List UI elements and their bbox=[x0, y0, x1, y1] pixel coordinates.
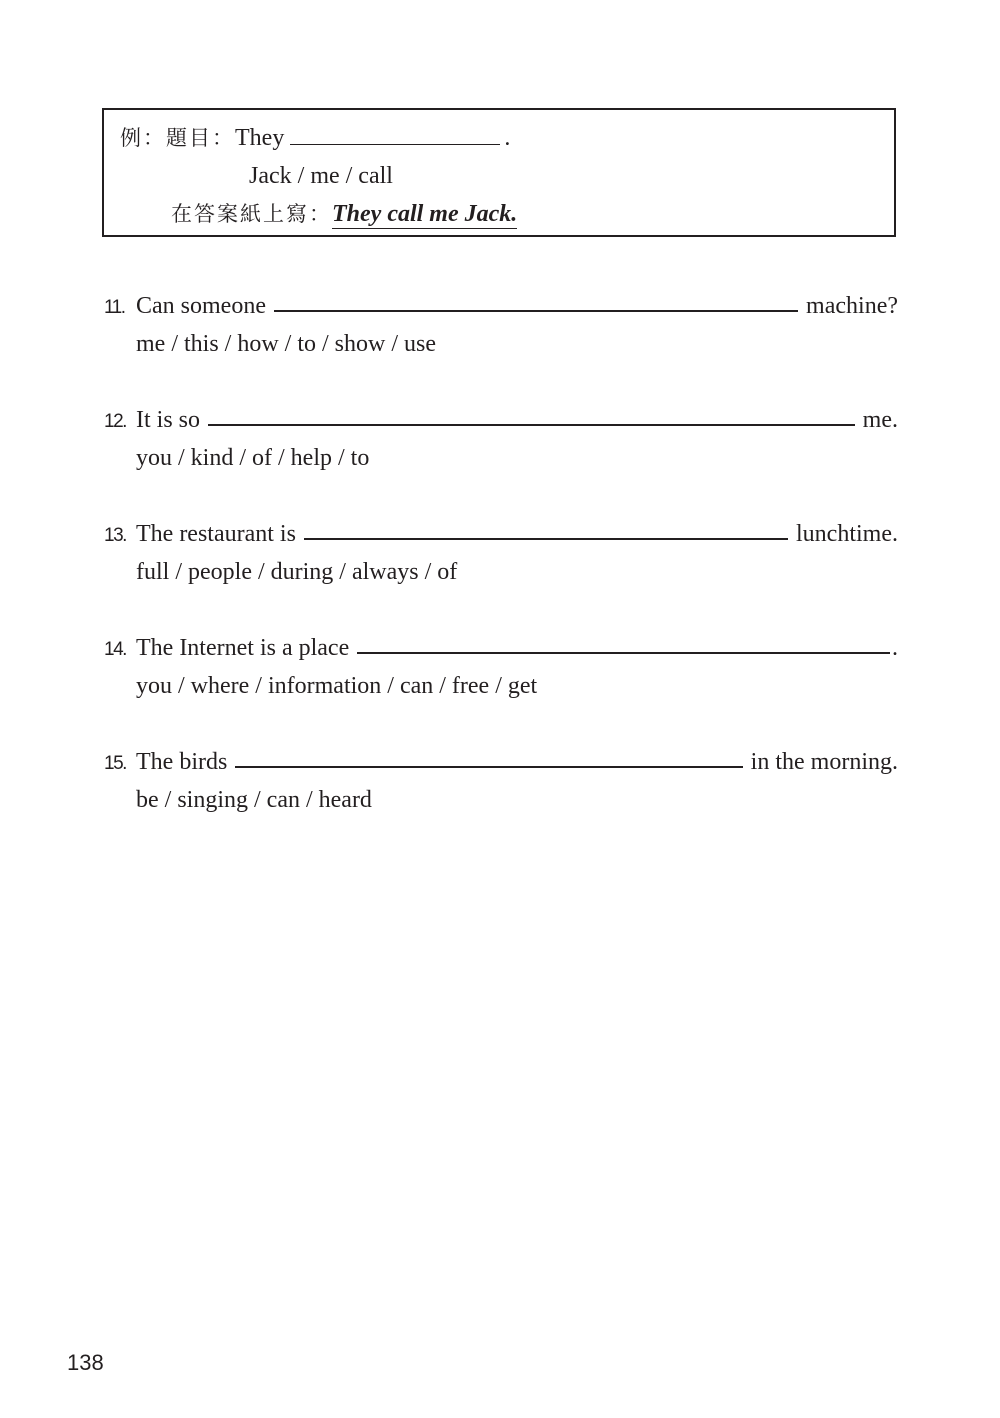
question-text-after: . bbox=[892, 635, 898, 661]
page-number: 138 bbox=[67, 1350, 104, 1375]
question-text-before: It is so bbox=[136, 407, 201, 433]
answer-blank[interactable] bbox=[274, 290, 798, 312]
question-word-bank: you / where / information / can / free / get bbox=[136, 673, 538, 699]
example-prompt-end: . bbox=[504, 125, 511, 151]
question-text-after: in the morning. bbox=[750, 749, 898, 775]
question-sentence bbox=[104, 746, 898, 778]
question-word-bank: be / singing / can / heard bbox=[136, 787, 372, 813]
question-11 bbox=[104, 290, 898, 370]
question-14 bbox=[104, 632, 898, 712]
question-15 bbox=[104, 746, 898, 826]
question-sentence bbox=[104, 632, 898, 664]
question-12 bbox=[104, 404, 898, 484]
answer-blank[interactable] bbox=[208, 404, 855, 426]
example-answer-line bbox=[171, 200, 517, 228]
question-number: 11. bbox=[104, 297, 125, 318]
question-number: 14. bbox=[104, 639, 126, 660]
question-word-bank: full / people / during / always / of bbox=[136, 559, 458, 585]
question-text-before: The birds bbox=[136, 749, 228, 775]
example-prompt-label: 例：題目： bbox=[120, 126, 235, 150]
question-text-before: The restaurant is bbox=[136, 521, 296, 547]
example-prompt-line bbox=[120, 124, 510, 152]
question-13 bbox=[104, 518, 898, 598]
example-prompt-start: They bbox=[235, 125, 285, 151]
question-number: 15. bbox=[104, 753, 126, 774]
answer-blank[interactable] bbox=[235, 746, 742, 768]
question-number: 13. bbox=[104, 525, 126, 546]
answer-blank[interactable] bbox=[357, 632, 890, 654]
question-text-after: machine? bbox=[806, 293, 898, 319]
example-blank bbox=[290, 124, 500, 145]
question-sentence bbox=[104, 518, 898, 550]
question-text-before: The Internet is a place bbox=[136, 635, 350, 661]
question-word-bank: me / this / how / to / show / use bbox=[136, 331, 436, 357]
answer-blank[interactable] bbox=[304, 518, 788, 540]
question-text-after: lunchtime. bbox=[796, 521, 898, 547]
question-text-before: Can someone bbox=[136, 293, 266, 319]
question-sentence bbox=[104, 404, 898, 436]
question-word-bank: you / kind / of / help / to bbox=[136, 445, 370, 471]
question-number: 12. bbox=[104, 411, 126, 432]
example-answer-label: 在答案紙上寫： bbox=[171, 202, 332, 226]
example-words: Jack / me / call bbox=[249, 163, 393, 189]
question-sentence bbox=[104, 290, 898, 322]
example-answer: They call me Jack. bbox=[332, 201, 518, 227]
question-text-after: me. bbox=[862, 407, 898, 433]
example-box bbox=[102, 108, 896, 237]
